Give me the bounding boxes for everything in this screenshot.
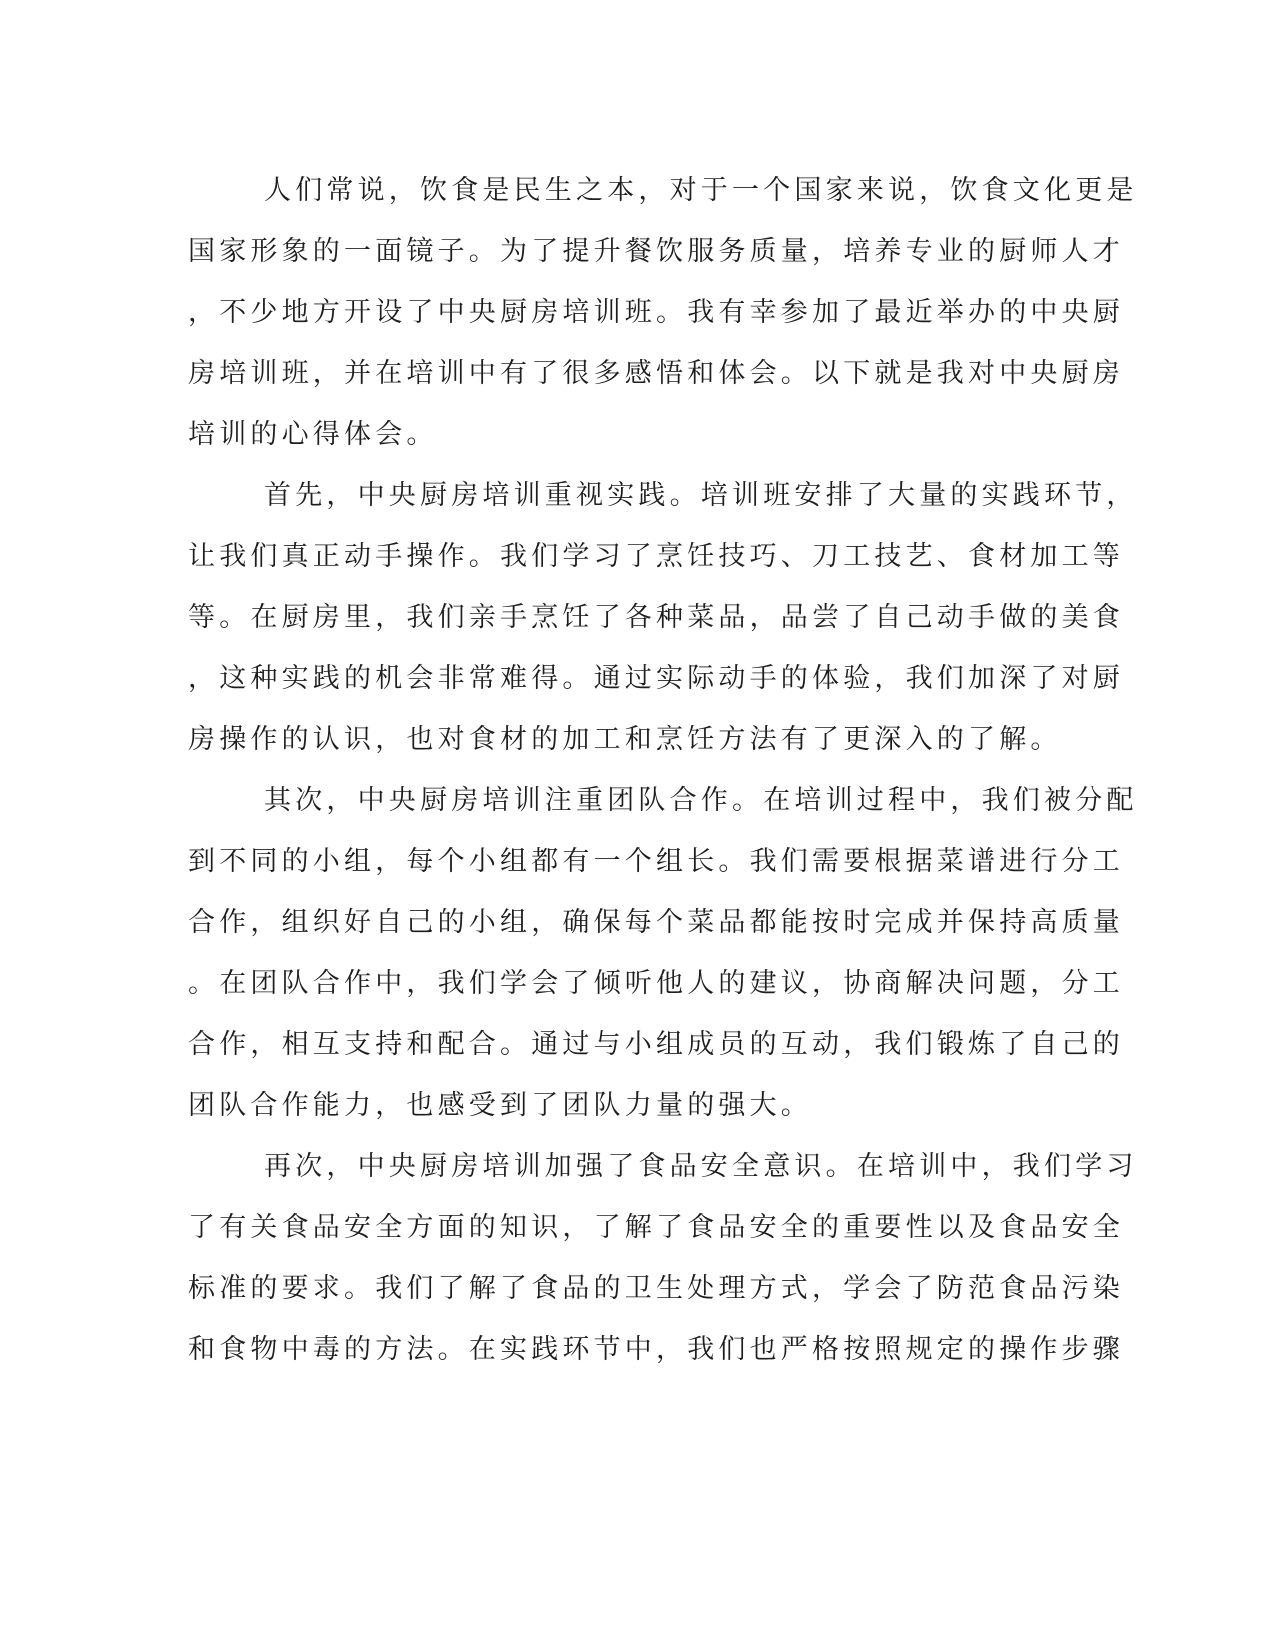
body-text bbox=[188, 160, 1138, 1380]
text-line: 房培训班，并在培训中有了很多感悟和体会。以下就是我对中央厨房 bbox=[188, 358, 1124, 389]
text-line: 标准的要求。我们了解了食品的卫生处理方式，学会了防范食品污染 bbox=[188, 1273, 1124, 1304]
text-line: 让我们真正动手操作。我们学习了烹饪技巧、刀工技艺、食材加工等 bbox=[188, 541, 1124, 572]
paragraph-intro bbox=[188, 160, 1138, 465]
text-line: 团队合作能力，也感受到了团队力量的强大。 bbox=[188, 1090, 812, 1121]
text-line: 合作，相互支持和配合。通过与小组成员的互动，我们锻炼了自己的 bbox=[188, 1029, 1124, 1060]
text-line: 了有关食品安全方面的知识，了解了食品安全的重要性以及食品安全 bbox=[188, 1212, 1124, 1243]
text-line: 合作，组织好自己的小组，确保每个菜品都能按时完成并保持高质量 bbox=[188, 907, 1124, 938]
text-line: 等。在厨房里，我们亲手烹饪了各种菜品，品尝了自己动手做的美食 bbox=[188, 602, 1124, 633]
text-line: 培训的心得体会。 bbox=[188, 419, 438, 450]
paragraph-teamwork bbox=[188, 770, 1138, 1136]
text-line: 和食物中毒的方法。在实践环节中，我们也严格按照规定的操作步骤 bbox=[188, 1334, 1124, 1365]
text-line: ，不少地方开设了中央厨房培训班。我有幸参加了最近举办的中央厨 bbox=[188, 297, 1124, 328]
text-line: 再次，中央厨房培训加强了食品安全意识。在培训中，我们学习 bbox=[264, 1151, 1138, 1182]
text-line: 人们常说，饮食是民生之本，对于一个国家来说，饮食文化更是 bbox=[264, 175, 1138, 206]
text-line: 到不同的小组，每个小组都有一个组长。我们需要根据菜谱进行分工 bbox=[188, 846, 1124, 877]
text-line: ，这种实践的机会非常难得。通过实际动手的体验，我们加深了对厨 bbox=[188, 663, 1124, 694]
paragraph-practice bbox=[188, 465, 1138, 770]
text-line: 房操作的认识，也对食材的加工和烹饪方法有了更深入的了解。 bbox=[188, 724, 1062, 755]
text-line: 国家形象的一面镜子。为了提升餐饮服务质量，培养专业的厨师人才 bbox=[188, 236, 1124, 267]
text-line: 。在团队合作中，我们学会了倾听他人的建议，协商解决问题，分工 bbox=[188, 968, 1124, 999]
text-line: 首先，中央厨房培训重视实践。培训班安排了大量的实践环节， bbox=[264, 480, 1138, 511]
text-line: 其次，中央厨房培训注重团队合作。在培训过程中，我们被分配 bbox=[264, 785, 1138, 816]
paragraph-food-safety bbox=[188, 1136, 1138, 1380]
